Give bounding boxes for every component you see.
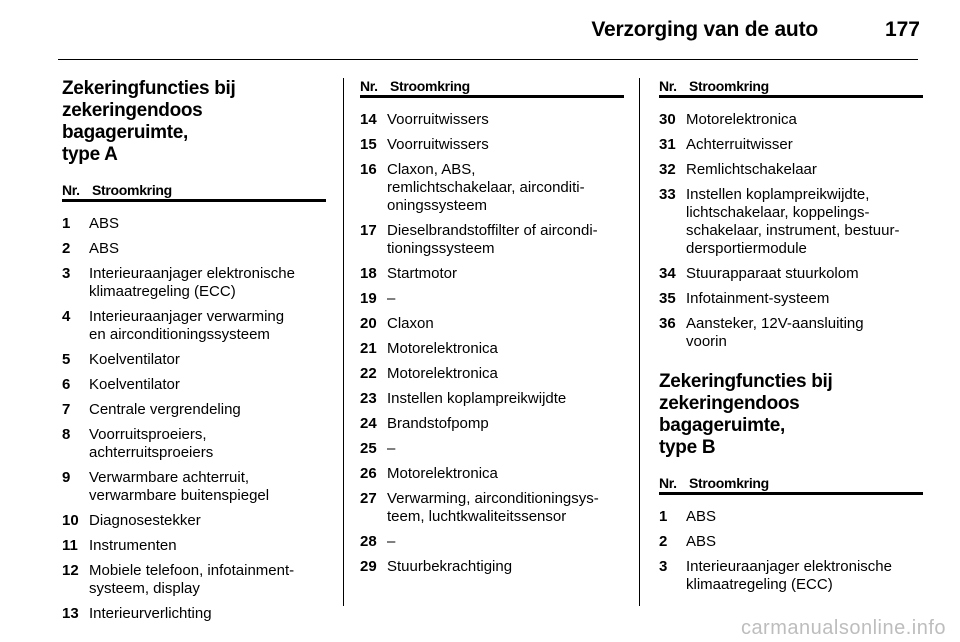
fuse-circuit-line: Achterruitwisser	[686, 136, 793, 153]
fuse-row	[659, 558, 923, 594]
fuse-number: 10	[62, 512, 79, 529]
fuse-number: 8	[62, 426, 71, 443]
fuse-circuit	[387, 290, 624, 308]
fuse-number: 33	[659, 186, 676, 203]
fuse-number: 31	[659, 136, 676, 153]
fuse-number: 7	[62, 401, 71, 418]
fuse-number: 18	[360, 265, 377, 282]
circuit-column-header: Stroomkring	[390, 78, 470, 94]
column-2	[360, 78, 624, 583]
fuse-row	[360, 222, 624, 258]
page-header-title: Verzorging van de auto	[591, 18, 818, 41]
fuse-circuit	[89, 215, 326, 233]
fuse-circuit-line: ABS	[89, 215, 120, 232]
fuse-row	[360, 465, 624, 483]
fuse-circuit-line: ABS	[89, 240, 120, 257]
column-1	[62, 78, 326, 630]
fuse-row	[659, 290, 923, 308]
fuse-number: 26	[360, 465, 377, 482]
fuse-circuit	[387, 161, 624, 215]
fuse-circuit	[686, 558, 923, 594]
fuse-row	[360, 365, 624, 383]
fuse-row	[62, 308, 326, 344]
fuse-row	[62, 401, 326, 419]
fuse-row	[659, 265, 923, 283]
column-divider-1	[343, 78, 344, 606]
fuse-circuit-line: Centrale vergrendeling	[89, 401, 241, 418]
fuse-row	[62, 215, 326, 233]
fuse-circuit-line: ABS	[686, 508, 717, 525]
fuse-circuit-line: Motorelektronica	[387, 340, 498, 357]
fuse-circuit-line: Aansteker, 12V-aansluiting	[686, 315, 864, 332]
fuse-circuit-line: Voorruitwissers	[387, 136, 489, 153]
fuse-circuit	[686, 161, 923, 179]
fuse-circuit-line: Motorelektronica	[387, 465, 498, 482]
fuse-row	[360, 161, 624, 215]
fuse-circuit-line: Motorelektronica	[686, 111, 797, 128]
fuse-row	[360, 111, 624, 129]
fuse-number: 24	[360, 415, 377, 432]
fuse-circuit	[686, 508, 923, 526]
fuse-number: 9	[62, 469, 71, 486]
fuse-circuit	[89, 240, 326, 258]
fuse-table-a-cont1-header	[360, 78, 624, 98]
fuse-circuit	[387, 315, 624, 333]
fuse-circuit	[387, 415, 624, 433]
fuse-number: 14	[360, 111, 377, 128]
fuse-circuit	[387, 440, 624, 458]
fuse-row	[360, 558, 624, 576]
fuse-number: 13	[62, 605, 79, 622]
nr-column-header: Nr.	[659, 78, 677, 94]
nr-column-header: Nr.	[659, 475, 677, 491]
heading-line: type A	[62, 144, 118, 165]
fuse-row	[62, 240, 326, 258]
fuse-circuit-line: Infotainment-systeem	[686, 290, 830, 307]
fuse-circuit	[89, 605, 326, 623]
fuse-row	[360, 340, 624, 358]
header-rule	[58, 59, 918, 60]
fuse-row	[659, 111, 923, 129]
fuse-number: 36	[659, 315, 676, 332]
fuse-circuit	[387, 390, 624, 408]
fuse-row	[659, 136, 923, 154]
section-a-heading	[62, 78, 326, 166]
fuse-row	[62, 376, 326, 394]
fuse-row	[360, 415, 624, 433]
fuse-circuit	[387, 490, 624, 526]
fuse-circuit-line: Koelventilator	[89, 351, 180, 368]
fuse-circuit-line: Verwarmbare achterruit,	[89, 469, 250, 486]
fuse-table-b-header	[659, 475, 923, 495]
fuse-number: 27	[360, 490, 377, 507]
fuse-number: 20	[360, 315, 377, 332]
fuse-number: 3	[659, 558, 668, 575]
fuse-circuit	[686, 533, 923, 551]
fuse-circuit-line: Remlichtschakelaar	[686, 161, 817, 178]
fuse-row	[659, 161, 923, 179]
fuse-number: 19	[360, 290, 377, 307]
fuse-number: 25	[360, 440, 377, 457]
fuse-number: 32	[659, 161, 676, 178]
fuse-row	[659, 186, 923, 258]
fuse-number: 16	[360, 161, 377, 178]
fuse-circuit-line: Stuurbekrachtiging	[387, 558, 513, 575]
fuse-circuit	[89, 376, 326, 394]
fuse-circuit-line: teem, luchtkwaliteitssensor	[387, 508, 567, 525]
fuse-number: 6	[62, 376, 71, 393]
fuse-table-a-header	[62, 182, 326, 202]
fuse-row	[62, 562, 326, 598]
fuse-circuit	[89, 351, 326, 369]
fuse-circuit	[89, 426, 326, 462]
fuse-number: 21	[360, 340, 377, 357]
fuse-table-a-cont2-header	[659, 78, 923, 98]
fuse-number: 5	[62, 351, 71, 368]
fuse-circuit	[89, 308, 326, 344]
circuit-column-header: Stroomkring	[689, 78, 769, 94]
fuse-circuit	[89, 562, 326, 598]
fuse-circuit	[686, 265, 923, 283]
fuse-row	[62, 537, 326, 555]
fuse-number: 35	[659, 290, 676, 307]
fuse-number: 4	[62, 308, 71, 325]
fuse-number: 1	[659, 508, 668, 525]
fuse-number: 12	[62, 562, 79, 579]
fuse-circuit-line: en airconditioningssysteem	[89, 326, 270, 343]
fuse-row	[360, 315, 624, 333]
fuse-number: 34	[659, 265, 676, 282]
fuse-circuit-line: Claxon	[387, 315, 434, 332]
fuse-circuit	[387, 111, 624, 129]
fuse-row	[360, 440, 624, 458]
fuse-row	[62, 426, 326, 462]
fuse-table-b-rows	[659, 508, 923, 594]
fuse-row	[360, 390, 624, 408]
fuse-number: 2	[659, 533, 668, 550]
fuse-circuit-line: Voorruitwissers	[387, 111, 489, 128]
watermark: carmanualsonline.info	[740, 617, 946, 639]
column-3	[659, 78, 923, 601]
fuse-number: 15	[360, 136, 377, 153]
fuse-row	[62, 605, 326, 623]
fuse-circuit-line: Instellen koplampreikwijdte	[387, 390, 567, 407]
fuse-circuit	[89, 469, 326, 505]
fuse-row	[360, 290, 624, 308]
fuse-number: 29	[360, 558, 377, 575]
fuse-table-a-cont2-rows	[659, 111, 923, 351]
circuit-column-header: Stroomkring	[689, 475, 769, 491]
fuse-circuit	[387, 365, 624, 383]
fuse-number: 2	[62, 240, 71, 257]
column-divider-2	[639, 78, 640, 606]
fuse-number: 17	[360, 222, 377, 239]
circuit-column-header: Stroomkring	[92, 182, 172, 198]
fuse-row	[360, 265, 624, 283]
fuse-circuit-line: Instellen koplampreikwijdte,	[686, 186, 870, 203]
fuse-circuit	[686, 290, 923, 308]
nr-column-header: Nr.	[62, 182, 80, 198]
fuse-circuit	[387, 465, 624, 483]
fuse-row	[62, 265, 326, 301]
fuse-circuit-line: Dieselbrandstoffilter of aircondi-	[387, 222, 598, 239]
page-number: 177	[884, 18, 920, 41]
fuse-number: 11	[62, 537, 78, 554]
fuse-circuit-line: voorin	[686, 333, 727, 350]
heading-line: zekeringendoos bagageruimte,	[659, 393, 800, 436]
fuse-circuit	[686, 186, 923, 258]
fuse-circuit	[686, 111, 923, 129]
fuse-circuit-line: systeem, display	[89, 580, 200, 597]
fuse-circuit-line: –	[387, 533, 396, 550]
fuse-circuit-line: –	[387, 440, 396, 457]
fuse-row	[360, 533, 624, 551]
fuse-row	[62, 351, 326, 369]
heading-line: type B	[659, 437, 716, 458]
fuse-row	[360, 136, 624, 154]
fuse-circuit-line: Verwarming, airconditioningsys-	[387, 490, 599, 507]
fuse-circuit	[686, 315, 923, 351]
fuse-row	[659, 315, 923, 351]
fuse-circuit	[89, 537, 326, 555]
fuse-circuit	[387, 558, 624, 576]
fuse-circuit-line: Brandstofpomp	[387, 415, 489, 432]
fuse-circuit-line: Mobiele telefoon, infotainment-	[89, 562, 295, 579]
fuse-row	[62, 469, 326, 505]
fuse-row	[360, 490, 624, 526]
fuse-circuit-line: klimaatregeling (ECC)	[686, 576, 833, 593]
fuse-number: 3	[62, 265, 71, 282]
fuse-circuit	[387, 136, 624, 154]
fuse-circuit	[387, 265, 624, 283]
fuse-circuit-line: lichtschakelaar, koppelings-	[686, 204, 870, 221]
fuse-circuit-line: Interieurverlichting	[89, 605, 212, 622]
fuse-row	[659, 508, 923, 526]
fuse-row	[659, 533, 923, 551]
fuse-circuit-line: Interieuraanjager verwarming	[89, 308, 285, 325]
fuse-circuit	[686, 136, 923, 154]
fuse-circuit-line: Interieuraanjager elektronische	[89, 265, 295, 282]
fuse-circuit-line: Claxon, ABS,	[387, 161, 476, 178]
fuse-number: 23	[360, 390, 377, 407]
fuse-circuit-line: –	[387, 290, 396, 307]
fuse-circuit-line: Interieuraanjager elektronische	[686, 558, 892, 575]
fuse-circuit	[89, 512, 326, 530]
fuse-table-a-rows	[62, 215, 326, 623]
fuse-circuit-line: Stuurapparaat stuurkolom	[686, 265, 859, 282]
fuse-circuit-line: remlichtschakelaar, airconditi-	[387, 179, 585, 196]
fuse-circuit-line: Motorelektronica	[387, 365, 498, 382]
fuse-circuit-line: Startmotor	[387, 265, 458, 282]
fuse-circuit	[387, 222, 624, 258]
fuse-circuit-line: Koelventilator	[89, 376, 180, 393]
fuse-number: 28	[360, 533, 377, 550]
fuse-circuit-line: Diagnosestekker	[89, 512, 201, 529]
fuse-circuit	[89, 265, 326, 301]
fuse-circuit	[387, 533, 624, 551]
fuse-circuit-line: schakelaar, instrument, bestuur-	[686, 222, 900, 239]
fuse-number: 22	[360, 365, 377, 382]
fuse-table-a-cont1-rows	[360, 111, 624, 576]
heading-line: Zekeringfuncties bij	[659, 371, 833, 392]
fuse-circuit-line: Voorruitsproeiers,	[89, 426, 207, 443]
fuse-circuit-line: oningssysteem	[387, 197, 488, 214]
heading-line: zekeringendoos bagageruimte,	[62, 100, 203, 143]
fuse-circuit-line: dersportiermodule	[686, 240, 807, 257]
fuse-row	[62, 512, 326, 530]
fuse-circuit	[89, 401, 326, 419]
fuse-circuit	[387, 340, 624, 358]
fuse-circuit-line: Instrumenten	[89, 537, 177, 554]
fuse-number: 1	[62, 215, 71, 232]
fuse-circuit-line: klimaatregeling (ECC)	[89, 283, 236, 300]
section-b-heading	[659, 371, 923, 459]
fuse-circuit-line: achterruitsproeiers	[89, 444, 214, 461]
nr-column-header: Nr.	[360, 78, 378, 94]
fuse-circuit-line: ABS	[686, 533, 717, 550]
fuse-circuit-line: tioningssysteem	[387, 240, 495, 257]
fuse-number: 30	[659, 111, 676, 128]
fuse-circuit-line: verwarmbare buitenspiegel	[89, 487, 270, 504]
heading-line: Zekeringfuncties bij	[62, 78, 236, 99]
